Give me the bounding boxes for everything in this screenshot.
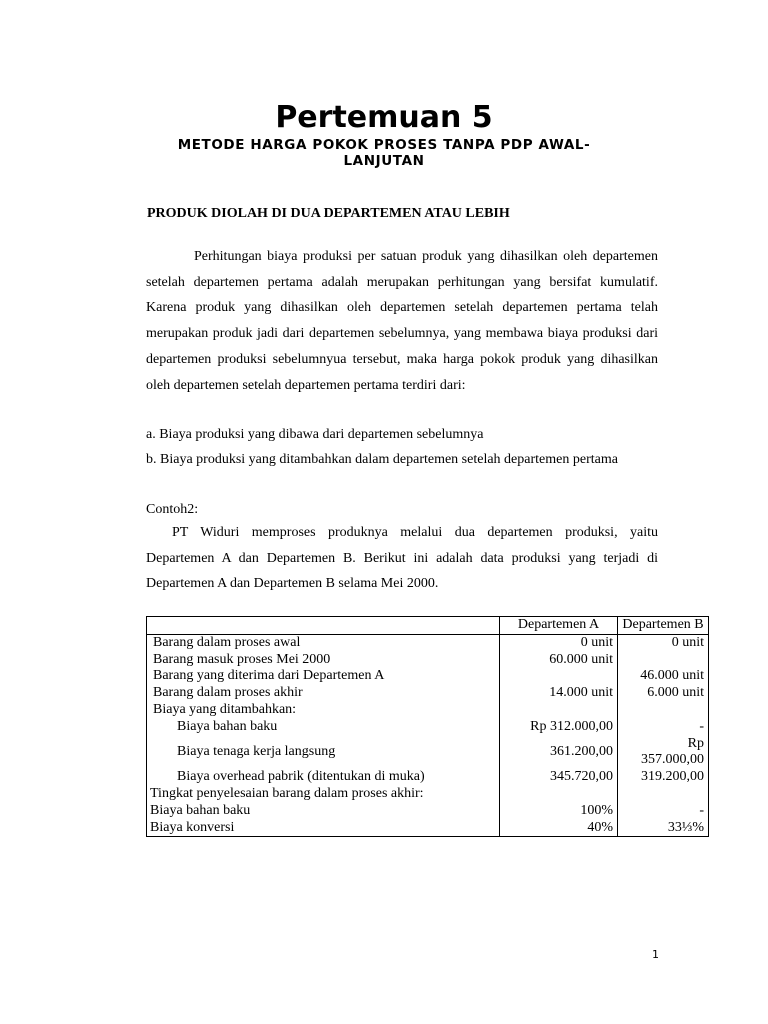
example-label: Contoh2: (146, 502, 199, 517)
row-value-b (618, 786, 709, 803)
table-row (147, 736, 709, 770)
row-label: Barang dalam proses akhir (147, 685, 500, 702)
table-row (147, 803, 709, 820)
row-value-a: 0 unit (500, 634, 618, 651)
table-row (147, 634, 709, 651)
page-title: Pertemuan 5 (275, 100, 493, 135)
table-row (147, 820, 709, 837)
row-value-b: - (699, 802, 704, 818)
table-header-row (147, 617, 709, 635)
paragraph-example: PT Widuri memproses produknya melalui dua departemen produksi, yaitu Departemen A dan Departemen B. Berikut ini adalah data produksi yang terjadi di Departemen A dan Departemen B selama Mei 2000. (146, 525, 658, 592)
row-value-b (618, 702, 709, 719)
row-value-a: 14.000 unit (500, 685, 618, 702)
page-number: 1 (652, 948, 659, 961)
row-value-a: 345.720,00 (500, 769, 618, 786)
row-value-b: 319.200,00 (641, 769, 704, 785)
table-row (147, 652, 709, 669)
row-value-b: - (699, 718, 704, 734)
row-label: Biaya bahan baku (147, 719, 500, 736)
row-value-b: Rp 357.000,00 (641, 735, 704, 768)
row-label: Barang yang diterima dari Departemen A (147, 668, 500, 685)
table-row (147, 702, 709, 719)
paragraph-intro: Perhitungan biaya produksi per satuan produk yang dihasilkan oleh departemen setelah departemen pertama adalah merupakan perhitungan yang bersifat kumulatif. Karena produk yang dihasilkan oleh departemen setelah departemen pertama telah merupakan produk jadi dari departemen sebelumnya, yang membawa biaya produksi dari departemen produksi sebelumnyua tersebut, maka harga pokok produk yang dihasilkan oleh departemen setelah departemen pertama terdiri dari: (146, 249, 658, 393)
row-value-a (500, 786, 618, 803)
row-label: Barang dalam proses awal (147, 634, 500, 651)
row-label: Barang masuk proses Mei 2000 (147, 652, 500, 669)
table-row (147, 668, 709, 685)
row-value-b: 33⅓% (667, 819, 704, 835)
section-heading: PRODUK DIOLAH DI DUA DEPARTEMEN ATAU LEBIH (147, 206, 510, 221)
header-departemen-b: Departemen B (618, 617, 709, 635)
row-value-b: 46.000 unit (640, 668, 704, 684)
row-label: Biaya tenaga kerja langsung (147, 736, 500, 770)
row-label: Biaya bahan baku (147, 803, 500, 820)
row-label: Biaya overhead pabrik (ditentukan di muka) (147, 769, 500, 786)
row-value-b: 0 unit (671, 634, 704, 650)
table-row (147, 769, 709, 786)
list-item-b: b. Biaya produksi yang ditambahkan dalam departemen setelah departemen pertama (146, 452, 618, 467)
row-label: Tingkat penyelesaian barang dalam proses akhir: (147, 786, 500, 803)
row-label: Biaya yang ditambahkan: (147, 702, 500, 719)
list-item-a: a. Biaya produksi yang dibawa dari departemen sebelumnya (146, 427, 484, 442)
production-data-table (146, 616, 709, 837)
page-subtitle: METODE HARGA POKOK PROSES TANPA PDP AWAL-LANJUTAN (177, 137, 591, 169)
row-value-a (500, 702, 618, 719)
row-value-a: 60.000 unit (500, 652, 618, 669)
header-departemen-a: Departemen A (500, 617, 618, 635)
table-row (147, 719, 709, 736)
row-value-a: 100% (500, 803, 618, 820)
row-value-a: Rp 312.000,00 (500, 719, 618, 736)
row-value-a: 40% (500, 820, 618, 837)
table-row (147, 685, 709, 702)
row-value-b (618, 652, 709, 669)
header-label-col (147, 617, 500, 635)
row-value-a (500, 668, 618, 685)
row-value-b: 6.000 unit (647, 685, 704, 701)
row-value-a: 361.200,00 (500, 736, 618, 770)
row-label: Biaya konversi (147, 820, 500, 837)
table-row (147, 786, 709, 803)
